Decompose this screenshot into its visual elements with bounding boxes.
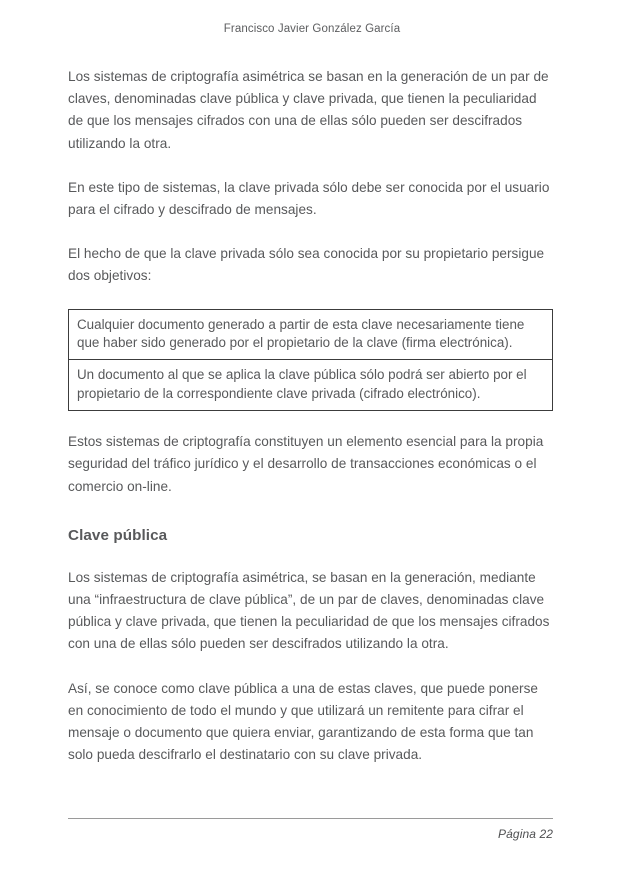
table-row <box>69 309 553 360</box>
paragraph-private-key-usage: En este tipo de sistemas, la clave privada sólo debe ser conocida por el usuario para el cifrado y descifrado de mensajes. <box>68 179 550 218</box>
paragraph-asymmetric-cryptography-intro: Los sistemas de criptografía asimétrica se basan en la generación de un par de claves, denominadas clave pública y clave privada, que tienen la peculiaridad de que los mensajes cifrados con una de ellas sólo pueden ser descifrados utilizando la otra. <box>68 69 549 151</box>
document-footer <box>68 818 553 842</box>
footer-divider <box>68 818 553 819</box>
paragraph-two-objectives-lead-in: El hecho de que la clave privada sólo sea conocida por su propietario persigue dos objetivos: <box>68 246 545 284</box>
table-cell-objective-encryption: Un documento al que se aplica la clave pública sólo podrá ser abierto por el propietario de la correspondiente clave privada (cifrado electrónico). <box>69 360 553 411</box>
paragraph-public-key-infrastructure: Los sistemas de criptografía asimétrica, se basan en la generación, mediante una “infraestructura de clave pública”, de un par de claves, denominadas clave pública y clave privada, que tienen la peculiaridad de que los mensajes cifrados con una de ellas sólo pueden ser descifrados utilizando la otra. <box>68 569 550 652</box>
running-header: Francisco Javier González García <box>223 23 401 35</box>
table-cell-objective-signature: Cualquier documento generado a partir de esta clave necesariamente tiene que haber sido generado por el propietario de la clave (firma electrónica). <box>69 309 553 360</box>
paragraph-essential-element: Estos sistemas de criptografía constituyen un elemento esencial para la propia seguridad del tráfico jurídico y el desarrollo de transacciones económicas o el comercio on-line. <box>68 434 544 494</box>
objectives-table <box>68 309 553 412</box>
table-row <box>69 360 553 411</box>
paragraph-public-key-definition: Así, se conoce como clave pública a una de estas claves, que puede ponerse en conocimiento de todo el mundo y que utilizará un remitente para cifrar el mensaje o documento que quiera enviar, garantizando de esta forma que tan solo pueda descifrarlo el destinatario con su clave privada. <box>68 680 539 763</box>
section-heading-clave-publica: Clave pública <box>68 526 168 544</box>
document-body <box>68 66 555 788</box>
page-number: Página 22 <box>498 827 553 841</box>
